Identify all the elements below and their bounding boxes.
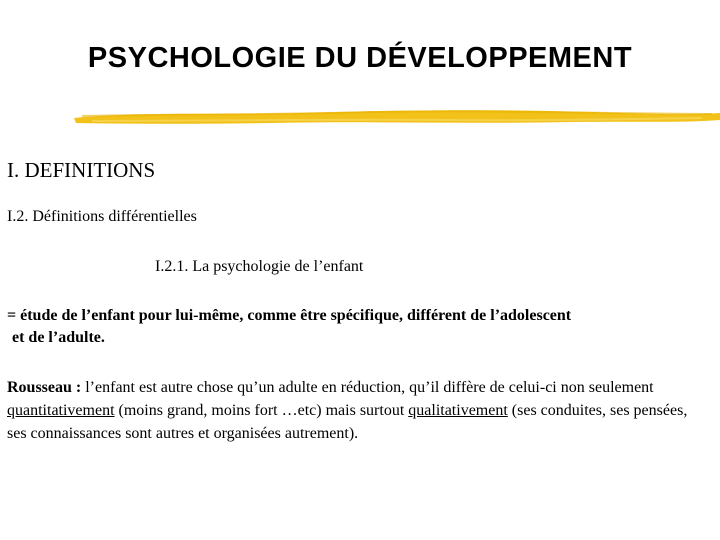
rousseau-paragraph (7, 376, 707, 445)
slide-title: PSYCHOLOGIE DU DÉVELOPPEMENT (87, 42, 633, 74)
definition-line-1: = étude de l’enfant pour lui-même, comme être spécifique, différent de l’adolescent (7, 307, 572, 324)
section-heading: I. DEFINITIONS (7, 158, 156, 182)
subsubsection-heading: I.2.1. La psychologie de l’enfant (155, 258, 364, 275)
rousseau-text-3: (ses conduites, ses pensées, ses connaissances sont autres et organisées autrement). (7, 402, 688, 442)
definition-line-2: et de l’adulte. (12, 329, 105, 346)
quantitativement-term: quantitativement (7, 402, 115, 419)
definition-block (7, 305, 719, 349)
rousseau-label: Rousseau : (7, 379, 82, 396)
rousseau-text-1: l’enfant est autre chose qu’un adulte en réduction, qu’il diffère de celui-ci non seulement (81, 379, 654, 396)
rousseau-text-2: (moins grand, moins fort …etc) mais surtout (114, 402, 409, 419)
qualitativement-term: qualitativement (408, 402, 508, 419)
subsection-heading: I.2. Définitions différentielles (7, 208, 197, 225)
title-underline-brushstroke (72, 104, 720, 128)
